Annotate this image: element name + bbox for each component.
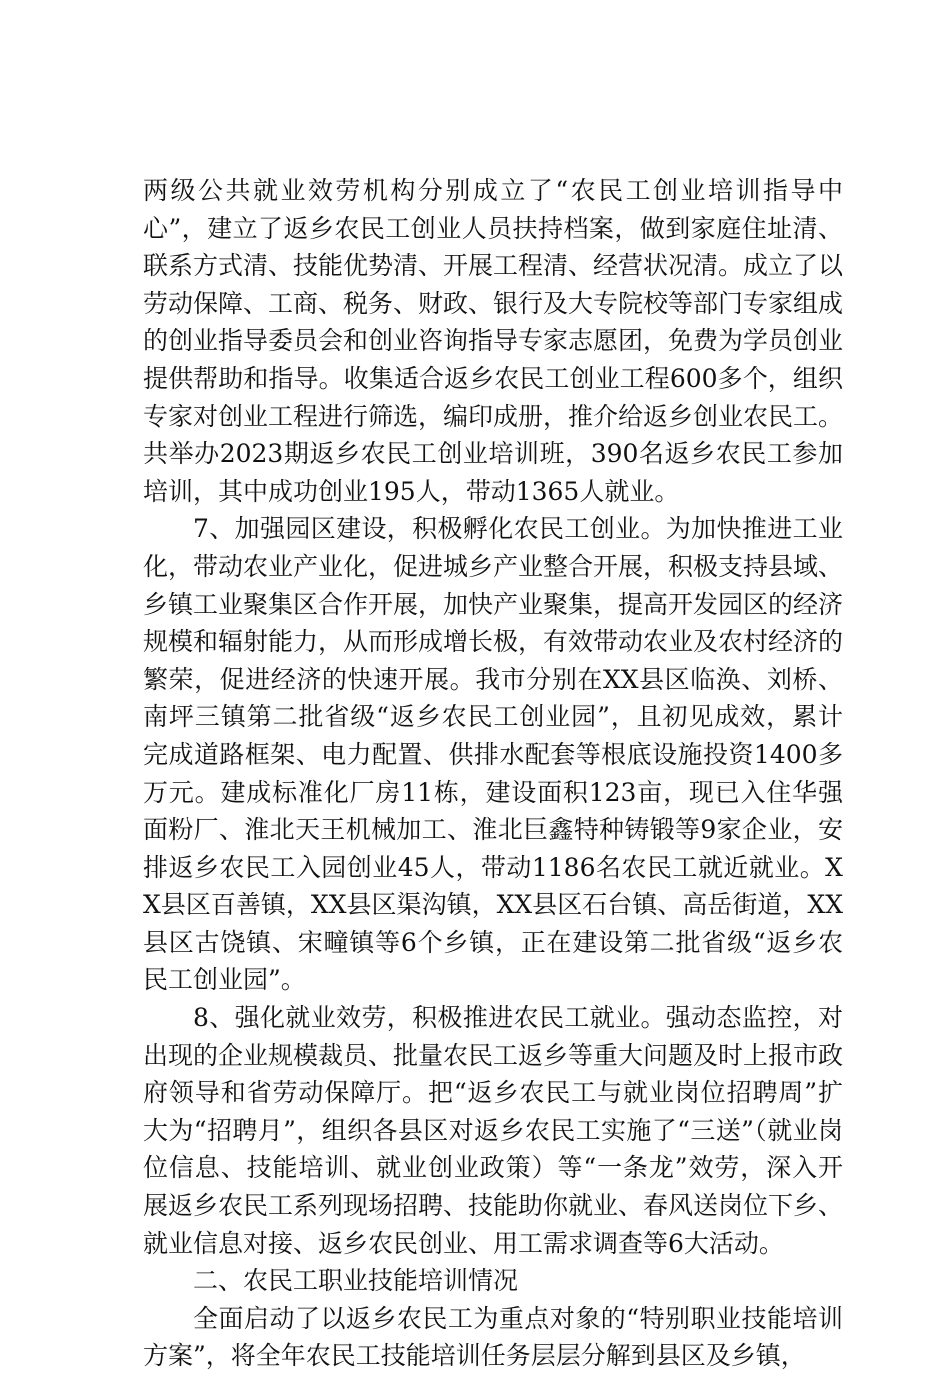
paragraph-park-construction: 7、加强园区建设，积极孵化农民工创业。为加快推进工业化，带动农业产业化，促进城乡产业整合开展，积极支持县域、乡镇工业聚集区合作开展，加快产业聚集，提高开发园区的经济规模和辐射能力，从而形成增长极，有效带动农业及农村经济的繁荣，促进经济的快速开展。我市分别在XX县区临涣、刘桥、南坪三镇第二批省级“返乡农民工创业园”，且初见成效，累计完成道路框架、电力配置、供排水配套等根底设施投资1400多万元。建成标准化厂房11栋，建设面积123亩，现已入住华强面粉厂、淮北天王机械加工、淮北巨鑫特种铸锻等9家企业，安排返乡农民工入园创业45人，带动1186名农民工就近就业。XX县区百善镇，XX县区渠沟镇，XX县区石台镇、高岳街道，XX县区古饶镇、宋疃镇等6个乡镇，正在建设第二批省级“返乡农民工创业园”。 bbox=[143, 514, 844, 995]
paragraph-training-plan: 全面启动了以返乡农民工为重点对象的“特别职业技能培训方案”，将全年农民工技能培训任务层层分解到县区及乡镇， bbox=[143, 1303, 843, 1371]
section-heading-skills-training: 二、农民工职业技能培训情况 bbox=[193, 1266, 519, 1296]
document-body bbox=[143, 172, 843, 1375]
paragraph-continued: 两级公共就业效劳机构分别成立了“农民工创业培训指导中心”，建立了返乡农民工创业人员扶持档案，做到家庭住址清、联系方式清、技能优势清、开展工程清、经营状况清。成立了以劳动保障、工商、税务、财政、银行及大专院校等部门专家组成的创业指导委员会和创业咨询指导专家志愿团，免费为学员创业提供帮助和指导。收集适合返乡农民工创业工程600多个，组织专家对创业工程进行筛选，编印成册，推介给返乡创业农民工。共举办2023期返乡农民工创业培训班，390名返乡农民工参加培训，其中成功创业195人，带动1365人就业。 bbox=[143, 176, 844, 506]
paragraph-employment-services: 8、强化就业效劳，积极推进农民工就业。强动态监控，对出现的企业规模裁员、批量农民工返乡等重大问题及时上报市政府领导和省劳动保障厅。把“返乡农民工与就业岗位招聘周”扩大为“招聘月”，组织各县区对返乡农民工实施了“三送”（就业岗位信息、技能培训、就业创业政策）等“一条龙”效劳，深入开展返乡农民工系列现场招聘、技能助你就业、春风送岗位下乡、就业信息对接、返乡农民创业、用工需求调查等6大活动。 bbox=[143, 1003, 844, 1258]
